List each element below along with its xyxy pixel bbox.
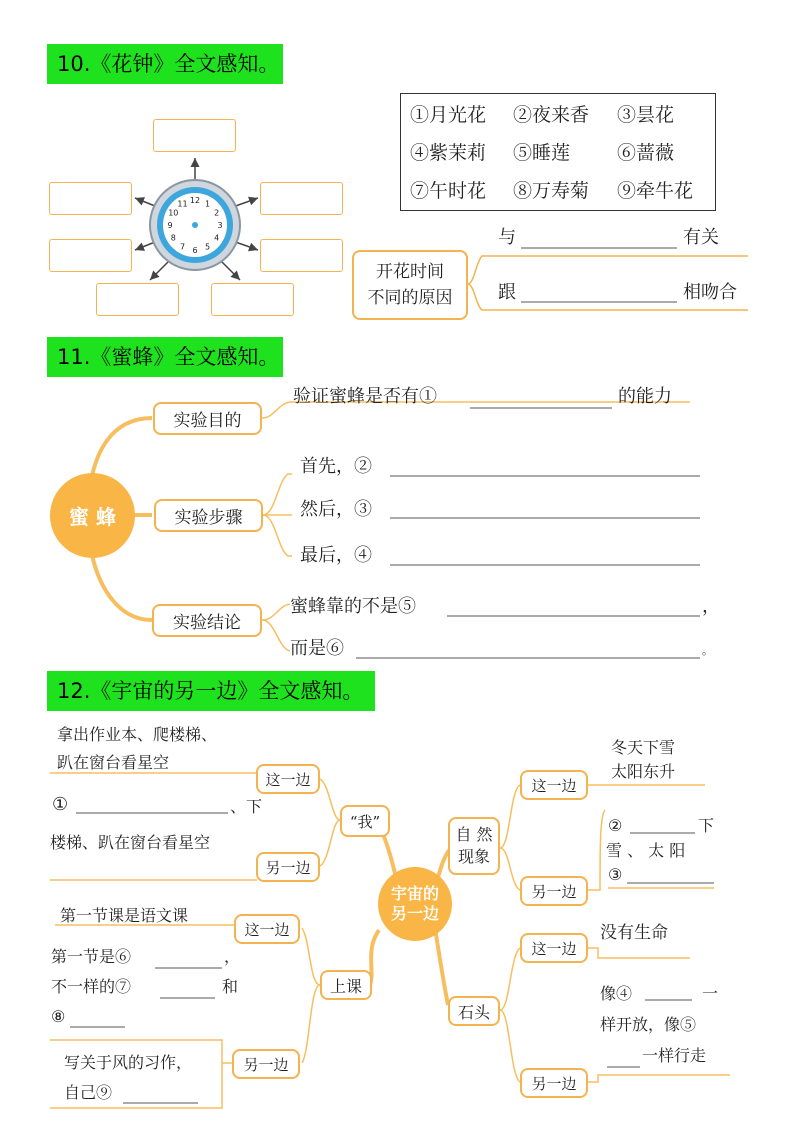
conclusion-2-text: 而是⑥	[290, 638, 344, 659]
stone-other-side-label: 另一边	[531, 1074, 577, 1093]
class-label: 上课	[329, 976, 362, 996]
nature-this-side-label: 这一边	[531, 776, 577, 795]
me-other-side-node	[256, 852, 320, 882]
reason-2-suffix: 相吻合	[683, 282, 737, 303]
stone-label: 石头	[457, 1002, 490, 1022]
steps-label: 实验步骤	[174, 508, 243, 528]
class-this-side-node	[234, 914, 300, 944]
legend-item-4: ④紫茉莉	[410, 142, 487, 164]
stone-this-text: 没有生命	[600, 923, 668, 943]
class-this-side-label: 这一边	[244, 920, 290, 939]
class-other-text-3: ⑧	[51, 1007, 66, 1026]
me-other-text-1-end: 、下	[230, 797, 263, 816]
clock-number: 6	[192, 246, 198, 255]
purpose-text-end: 的能力	[618, 386, 672, 407]
bee-center-label: 蜜 蜂	[69, 505, 116, 529]
stone-other-text-3-end: 一样行走	[642, 1046, 707, 1065]
legend-item-6: ⑥蔷薇	[617, 142, 675, 164]
stone-node	[448, 996, 500, 1026]
stone-other-text-1: 像④	[600, 984, 633, 1003]
clock-number: 7	[179, 242, 186, 252]
nature-other-text-1-end: 下	[698, 816, 715, 835]
me-this-text-1: 拿出作业本、爬楼梯、	[57, 725, 218, 744]
me-other-text-2: 楼梯、趴在窗台看星空	[50, 833, 211, 852]
class-other-text-1-end: ，	[224, 947, 241, 966]
nature-this-text-1: 冬天下雪	[611, 738, 676, 757]
me-other-num: ①	[52, 794, 69, 815]
class-other-text-2-end: 和	[222, 977, 239, 996]
section-11-title: 11.《蜜蜂》全文感知。	[47, 337, 283, 377]
nature-node	[448, 817, 500, 875]
universe-center-line-2: 另一边	[390, 904, 439, 923]
conclusion-1-end: ，	[702, 596, 720, 617]
stone-this-side-node	[520, 933, 588, 963]
universe-center-node	[378, 867, 452, 941]
conclusion-1-text: 蜜蜂靠的不是⑤	[290, 596, 416, 617]
clock-number: 11	[177, 199, 188, 209]
legend-item-3: ③昙花	[617, 104, 675, 126]
nature-other-text-3: ③	[608, 865, 623, 884]
nature-this-side-node	[520, 770, 588, 800]
class-this-text: 第一节课是语文课	[60, 906, 189, 925]
me-label: “我”	[349, 812, 381, 831]
class-node	[320, 970, 372, 1000]
class-other-side-node	[232, 1049, 300, 1079]
step-3-text: 最后，④	[300, 545, 372, 566]
class-other-text-1: 第一节是⑥	[51, 947, 132, 966]
clock-number: 5	[204, 242, 211, 252]
reason-label-line-2: 不同的原因	[367, 288, 453, 308]
legend-item-5: ⑤睡莲	[513, 142, 571, 164]
clock-number: 8	[170, 233, 176, 243]
step-1-text: 首先，②	[300, 456, 372, 477]
clock-number: 10	[168, 208, 179, 218]
nature-label-1: 自 然	[455, 825, 493, 844]
nature-other-text-2: 雪 、 太 阳	[606, 841, 686, 860]
stone-other-text-1-end: 一	[702, 984, 719, 1003]
nature-other-text-1: ②	[608, 816, 623, 835]
legend-item-2: ②夜来香	[513, 104, 590, 126]
nature-label-2: 现象	[457, 847, 490, 866]
clock-number: 12	[189, 196, 201, 205]
step-2-text: 然后，③	[300, 499, 372, 520]
legend-item-7: ⑦午时花	[410, 180, 487, 202]
stone-other-text-2: 样开放，像⑤	[600, 1015, 697, 1034]
reason-1-prefix: 与	[498, 227, 516, 248]
me-this-side-label: 这一边	[265, 770, 311, 789]
nature-other-side-label: 另一边	[531, 882, 577, 901]
conclusion-2-end: 。	[702, 644, 713, 657]
me-this-text-2: 趴在窗台看星空	[57, 753, 170, 772]
clock-number: 9	[167, 221, 173, 230]
section-12-title: 12.《宇宙的另一边》全文感知。	[47, 671, 375, 711]
legend-item-1: ①月光花	[410, 104, 487, 126]
class-other-text-2: 不一样的⑦	[51, 977, 132, 996]
reason-label-line-1: 开花时间	[376, 262, 444, 282]
me-other-side-label: 另一边	[265, 858, 311, 877]
section-10-title: 10.《花钟》全文感知。	[47, 44, 283, 84]
legend-item-8: ⑧万寿菊	[513, 180, 590, 202]
purpose-text: 验证蜜蜂是否有①	[293, 386, 437, 407]
purpose-label: 实验目的	[173, 411, 242, 431]
clock-number: 3	[217, 221, 223, 230]
me-node	[340, 805, 390, 837]
clock-number: 2	[214, 208, 220, 218]
reason-2-prefix: 跟	[498, 282, 516, 303]
class-other-side-label: 另一边	[243, 1055, 289, 1074]
stone-other-side-node	[520, 1068, 588, 1098]
stone-this-side-label: 这一边	[531, 939, 577, 958]
class-other-text-5: 自己⑨	[64, 1083, 113, 1102]
reason-1-suffix: 有关	[683, 227, 719, 248]
legend-item-9: ⑨牵牛花	[617, 180, 694, 202]
class-other-text-4: 写关于风的习作，	[64, 1053, 193, 1072]
me-this-side-node	[256, 764, 320, 794]
clock-number: 4	[214, 233, 220, 243]
nature-other-side-node	[520, 876, 588, 906]
universe-center-line-1: 宇宙的	[390, 884, 439, 903]
nature-this-text-2: 太阳东升	[611, 762, 676, 781]
clock-number: 1	[204, 199, 211, 209]
conclusion-label: 实验结论	[173, 613, 241, 633]
